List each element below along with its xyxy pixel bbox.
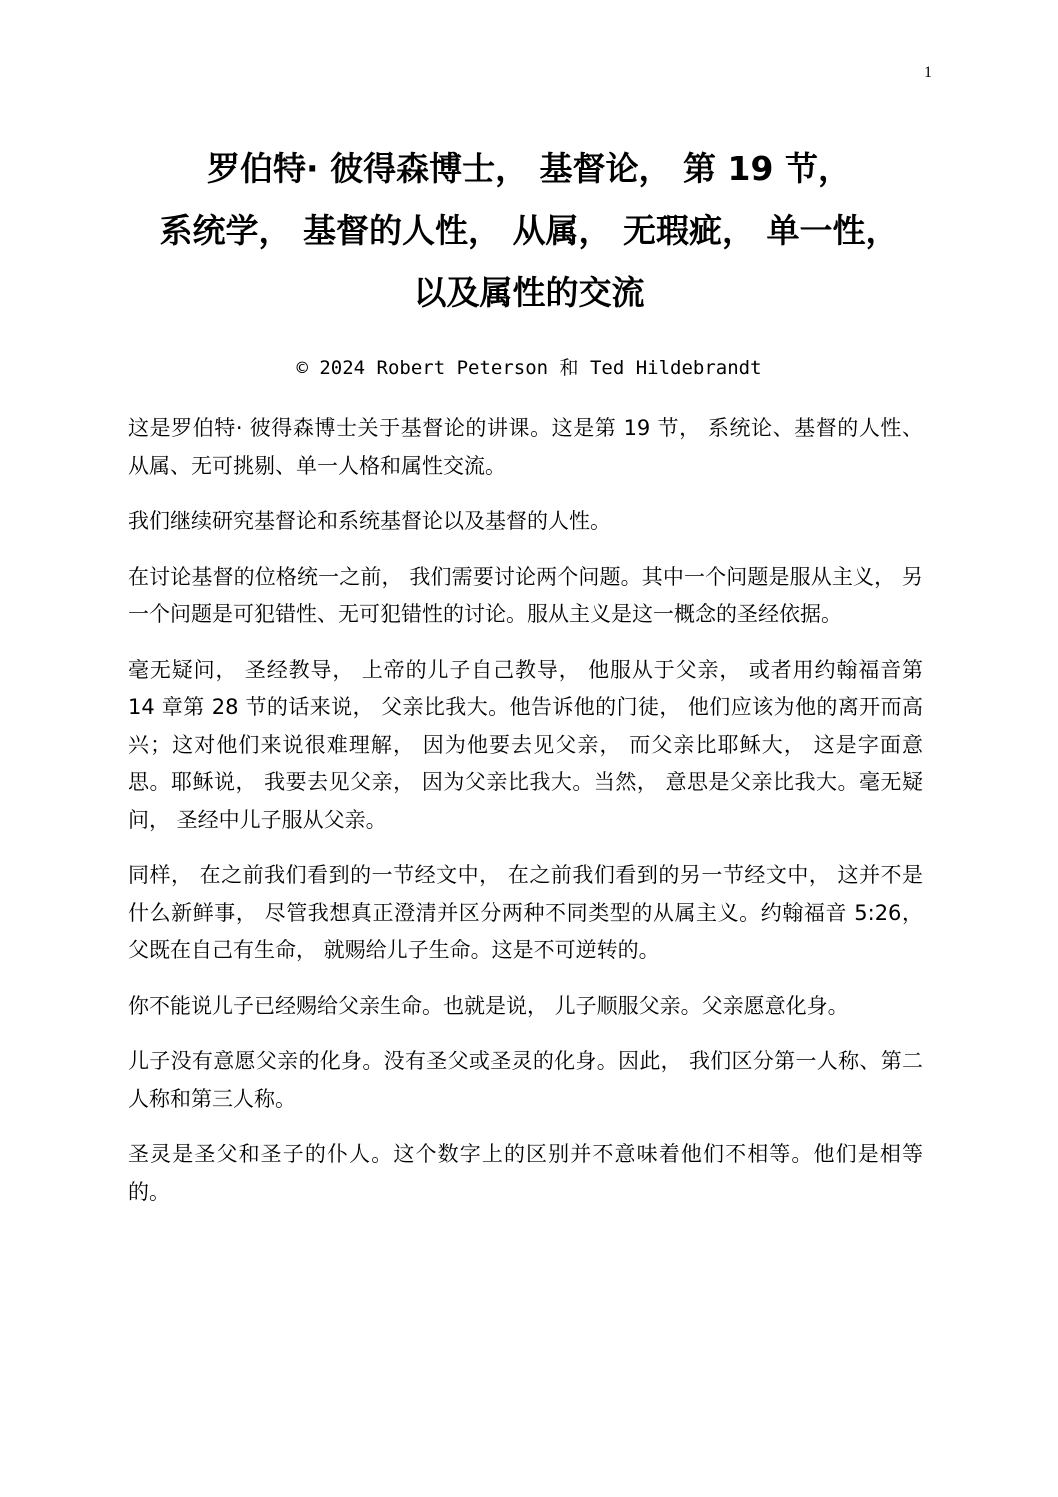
paragraph-5: 同样， 在之前我们看到的一节经文中， 在之前我们看到的另一节经文中， 这并不是什么新鲜事， 尽管我想真正澄清并区分两种不同类型的从属主义。约翰福音 5:26， 父既在自己有生命， 就赐给儿子生命。这是不可逆转的。 xyxy=(128,863,923,962)
paragraph-6: 你不能说儿子已经赐给父亲生命。也就是说， 儿子顺服父亲。父亲愿意化身。 xyxy=(128,993,849,1018)
title-line-1: 罗伯特· 彼得森博士， 基督论， 第 19 节， xyxy=(207,149,851,188)
title-line-2: 系统学， 基督的人性， 从属， 无瑕疵， 单一性， xyxy=(159,211,899,250)
copyright-line: © 2024 Robert Peterson 和 Ted Hildebrandt xyxy=(296,357,762,379)
paragraph-7: 儿子没有意愿父亲的化身。没有圣父或圣灵的化身。因此， 我们区分第一人称、第二人称和第三人称。 xyxy=(128,1049,923,1111)
page-number: 1 xyxy=(924,64,932,81)
paragraph-8: 圣灵是圣父和圣子的仆人。这个数字上的区别并不意味着他们不相等。他们是相等的。 xyxy=(128,1142,923,1204)
paragraph-1: 这是罗伯特· 彼得森博士关于基督论的讲课。这是第 19 节， 系统论、基督的人性、从属、无可挑剔、单一人格和属性交流。 xyxy=(128,416,923,478)
paragraph-3: 在讨论基督的位格统一之前， 我们需要讨论两个问题。其中一个问题是服从主义， 另一个问题是可犯错性、无可犯错性的讨论。服从主义是这一概念的圣经依据。 xyxy=(128,564,923,626)
paragraph-4: 毫无疑问， 圣经教导， 上帝的儿子自己教导， 他服从于父亲， 或者用约翰福音第 14 章第 28 节的话来说， 父亲比我大。他告诉他的门徒， 他们应该为他的离开而高兴；这对他们来说很难理解， 因为他要去见父亲， 而父亲比耶稣大， 这是字面意思。耶稣说， 我要去见父亲， 因为父亲比我大。当然， 意思是父亲比我大。毫无疑问， 圣经中儿子服从父亲。 xyxy=(128,657,923,832)
body-text xyxy=(128,410,923,1229)
title-line-3: 以及属性的交流 xyxy=(413,273,645,312)
document-title xyxy=(100,138,958,324)
paragraph-2: 我们继续研究基督论和系统基督论以及基督的人性。 xyxy=(128,509,611,533)
